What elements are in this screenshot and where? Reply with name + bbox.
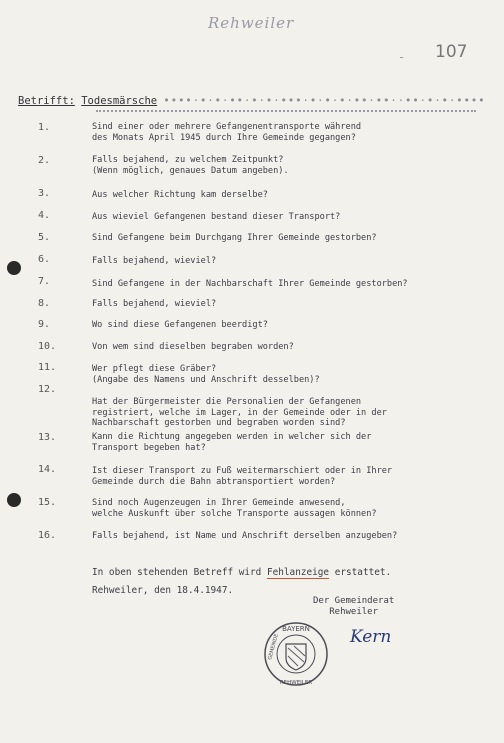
question-number: 13.	[38, 432, 57, 443]
subject-dots: ••••·•·•·••·•·•·•••·•·•·•·••·••··••·•·•·••••	[163, 95, 486, 107]
page-number: 107	[435, 42, 468, 62]
closing-underlined-word: Fehlanzeige	[266, 567, 330, 578]
question-text: Ist dieser Transport zu Fuß weitermarschiert oder in Ihrer Gemeinde durch die Bahn abtransportiert worden?	[92, 466, 393, 487]
question-text: Kann die Richtung angegeben werden in welcher sich der Transport begeben hat?	[92, 432, 372, 453]
closing-suffix: erstattet.	[334, 567, 392, 578]
closing-statement	[92, 567, 391, 578]
question-number: 9.	[38, 319, 51, 330]
question-text: Aus welcher Richtung kam derselbe?	[92, 190, 268, 200]
question-text: Falls bejahend, ist Name und Anschrift derselben anzugeben?	[92, 531, 398, 541]
dotted-divider	[96, 110, 476, 112]
question-number: 5.	[38, 232, 51, 243]
handwritten-title: Rehweiler	[208, 14, 295, 32]
question-number: 2.	[38, 155, 51, 166]
question-text: Aus wieviel Gefangenen bestand dieser Transport?	[92, 212, 341, 222]
seal-left-text: GEMEINDE	[267, 633, 280, 661]
question-number: 1.	[38, 122, 51, 133]
question-number: 15.	[38, 497, 57, 508]
punch-hole-bottom	[7, 493, 21, 507]
question-text: Sind einer oder mehrere Gefangenentransporte während des Monats April 1945 durch Ihre Gemeinde gegangen?	[92, 122, 362, 143]
question-text: Falls bejahend, wieviel?	[92, 256, 217, 266]
question-text: Sind Gefangene beim Durchgang Ihrer Gemeinde gestorben?	[92, 233, 377, 243]
subject-line	[18, 95, 486, 107]
question-text: Sind noch Augenzeugen in Ihrer Gemeinde anwesend, welche Auskunft über solche Transporte aussagen können?	[92, 498, 377, 519]
seal-top-text: BAYERN	[282, 625, 310, 633]
question-number: 12.	[38, 384, 57, 395]
question-text: Hat der Bürgermeister die Personalien der Gefangenen registriert, welche im Lager, in der Gemeinde oder in der Nachbarschaft gestorben und begraben worden sind?	[92, 397, 387, 428]
question-text: Von wem sind dieselben begraben worden?	[92, 342, 294, 352]
question-number: 14.	[38, 464, 57, 475]
question-number: 6.	[38, 254, 51, 265]
place-date: Rehweiler, den 18.4.1947.	[92, 585, 234, 596]
municipal-seal-icon	[262, 620, 330, 688]
seal-bottom-text: REHWEILER	[279, 680, 313, 686]
question-number: 8.	[38, 298, 51, 309]
signature: Kern	[350, 627, 392, 647]
council-line-1: Der Gemeinderat	[313, 596, 395, 606]
subject-label: Betrifft:	[18, 95, 75, 107]
question-number: 4.	[38, 210, 51, 221]
question-number: 3.	[38, 188, 51, 199]
council-line-2: Rehweiler	[329, 607, 379, 617]
question-text: Falls bejahend, wieviel?	[92, 299, 217, 309]
subject-text: Todesmärsche	[81, 95, 158, 107]
punch-hole-top	[7, 261, 21, 275]
question-text: Sind Gefangene in der Nachbarschaft Ihrer Gemeinde gestorben?	[92, 279, 408, 289]
council-block	[313, 596, 394, 618]
question-number: 11.	[38, 362, 57, 373]
question-text: Wo sind diese Gefangenen beerdigt?	[92, 320, 268, 330]
question-text: Falls bejahend, zu welchem Zeitpunkt? (Wenn möglich, genaues Datum angeben).	[92, 155, 289, 176]
question-number: 16.	[38, 530, 57, 541]
question-number: 10.	[38, 341, 57, 352]
question-text: Wer pflegt diese Gräber? (Angabe des Namens und Anschrift desselben)?	[92, 364, 320, 385]
question-number: 7.	[38, 276, 51, 287]
closing-prefix: In oben stehenden Betreff wird	[92, 567, 262, 578]
pencil-mark: -	[398, 50, 406, 64]
